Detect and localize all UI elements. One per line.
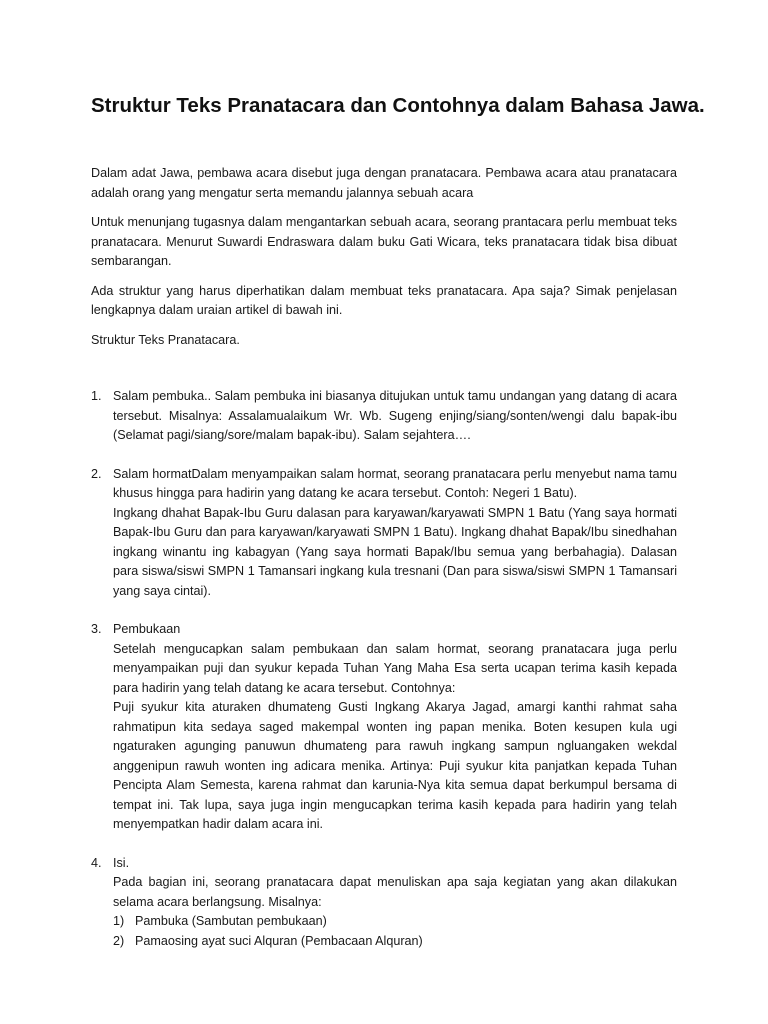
sub-list-text: Pambuka (Sambutan pembukaan)	[135, 914, 327, 928]
document-content	[91, 92, 705, 970]
list-item-number: 2.	[91, 466, 102, 481]
list-item-salam-pembuka	[91, 387, 677, 446]
list-item-heading: Isi.	[113, 855, 130, 870]
list-item-example: Puji syukur kita aturaken dhumateng Gusti Ingkang Akarya Jagad, amargi kanthi rahmat saha rahmatipun kita sedaya saged makempal wonten ing papan menika. Boten kesupen kula ugi ngaturaken agunging panuwun dhumateng para rawuh ingkang sampun ngluangaken wekdal anggenipun rawuh wonten ing adicara menika. Artinya: Puji syukur kita panjatkan kepada Tuhan Pencipta Alam Semesta, karena rahmat dan karunia-Nya kita semua dapat berkumpul bersama di tempat ini. Tak lupa, saya juga ingin mengucapkan terima kasih kepada para hadirin yang telah menyempatkan hadir dalam acara ini.	[113, 700, 677, 831]
list-item-salam-hormat	[91, 465, 677, 602]
document-title: Struktur Teks Pranatacara dan Contohnya dalam Bahasa Jawa.	[91, 94, 705, 117]
sub-list-number: 1)	[113, 914, 125, 928]
intro-paragraph-2: Untuk menunjang tugasnya dalam mengantarkan sebuah acara, seorang prantacara perlu membuat teks pranatacara. Menurut Suwardi Endraswara dalam buku Gati Wicara, teks pranatacara tidak bisa dibuat sembarangan.	[91, 215, 677, 268]
section-heading: Struktur Teks Pranatacara.	[91, 332, 240, 347]
list-item-number: 1.	[91, 389, 102, 403]
intro-paragraph-3: Ada struktur yang harus diperhatikan dalam membuat teks pranatacara. Apa saja? Simak penjelasan lengkapnya dalam uraian artikel di bawah ini.	[91, 283, 677, 317]
list-item-isi	[91, 854, 677, 952]
list-item-number: 4.	[91, 855, 102, 870]
list-item-pembukaan	[91, 620, 677, 835]
list-item-heading: Pembukaan	[113, 622, 181, 636]
list-item-text: Setelah mengucapkan salam pembukaan dan salam hormat, seorang pranatacara juga perlu menyampaikan puji dan syukur kepada Tuhan Yang Maha Esa serta ucapan terima kasih kepada para hadirin yang telah datang ke acara tersebut. Contohnya:	[113, 641, 677, 695]
list-item-text: Pada bagian ini, seorang pranatacara dapat menuliskan apa saja kegiatan yang akan dilakukan selama acara berlangsung. Misalnya:	[113, 875, 677, 909]
sub-list-item	[113, 912, 677, 932]
list-item-example: Ingkang dhahat Bapak-Ibu Guru dalasan para karyawan/karyawati SMPN 1 Batu (Yang saya hormati Bapak-Ibu Guru dan para karyawan/karyawati SMPN 1 Batu). Ingkang dhahat Bapak/Ibu sinedhahan ingkang winantu ing kabagyan (Yang saya hormati Bapak/Ibu semua yang berbahagia). Dalasan para siswa/siswi SMPN 1 Tamansari ingkang kula tresnani (Dan para siswa/siswi SMPN 1 Tamansari yang saya cintai).	[113, 505, 677, 598]
sub-list-text: Pamaosing ayat suci Alquran (Pembacaan Alquran)	[135, 933, 423, 948]
list-item-number: 3.	[91, 622, 102, 636]
intro-paragraph-1: Dalam adat Jawa, pembawa acara disebut juga dengan pranatacara. Pembawa acara atau pranatacara adalah orang yang mengatur serta memandu jalannya sebuah acara	[91, 166, 677, 200]
list-item-text: Salam pembuka.. Salam pembuka ini biasanya ditujukan untuk tamu undangan yang datang di acara tersebut. Misalnya: Assalamualaikum Wr. Wb. Sugeng enjing/siang/sonten/wengi dalu bapak-ibu (Selamat pagi/siang/sore/malam bapak-ibu). Salam sejahtera….	[113, 389, 677, 442]
sub-list-number: 2)	[113, 933, 125, 948]
list-item-text: Salam hormatDalam menyampaikan salam hormat, seorang pranatacara perlu menyebut nama tamu khusus hingga para hadirin yang datang ke acara tersebut. Contoh: Negeri 1 Batu).	[113, 466, 677, 500]
sub-list-item	[113, 932, 677, 952]
structure-list	[91, 387, 677, 951]
sub-list	[113, 912, 677, 951]
